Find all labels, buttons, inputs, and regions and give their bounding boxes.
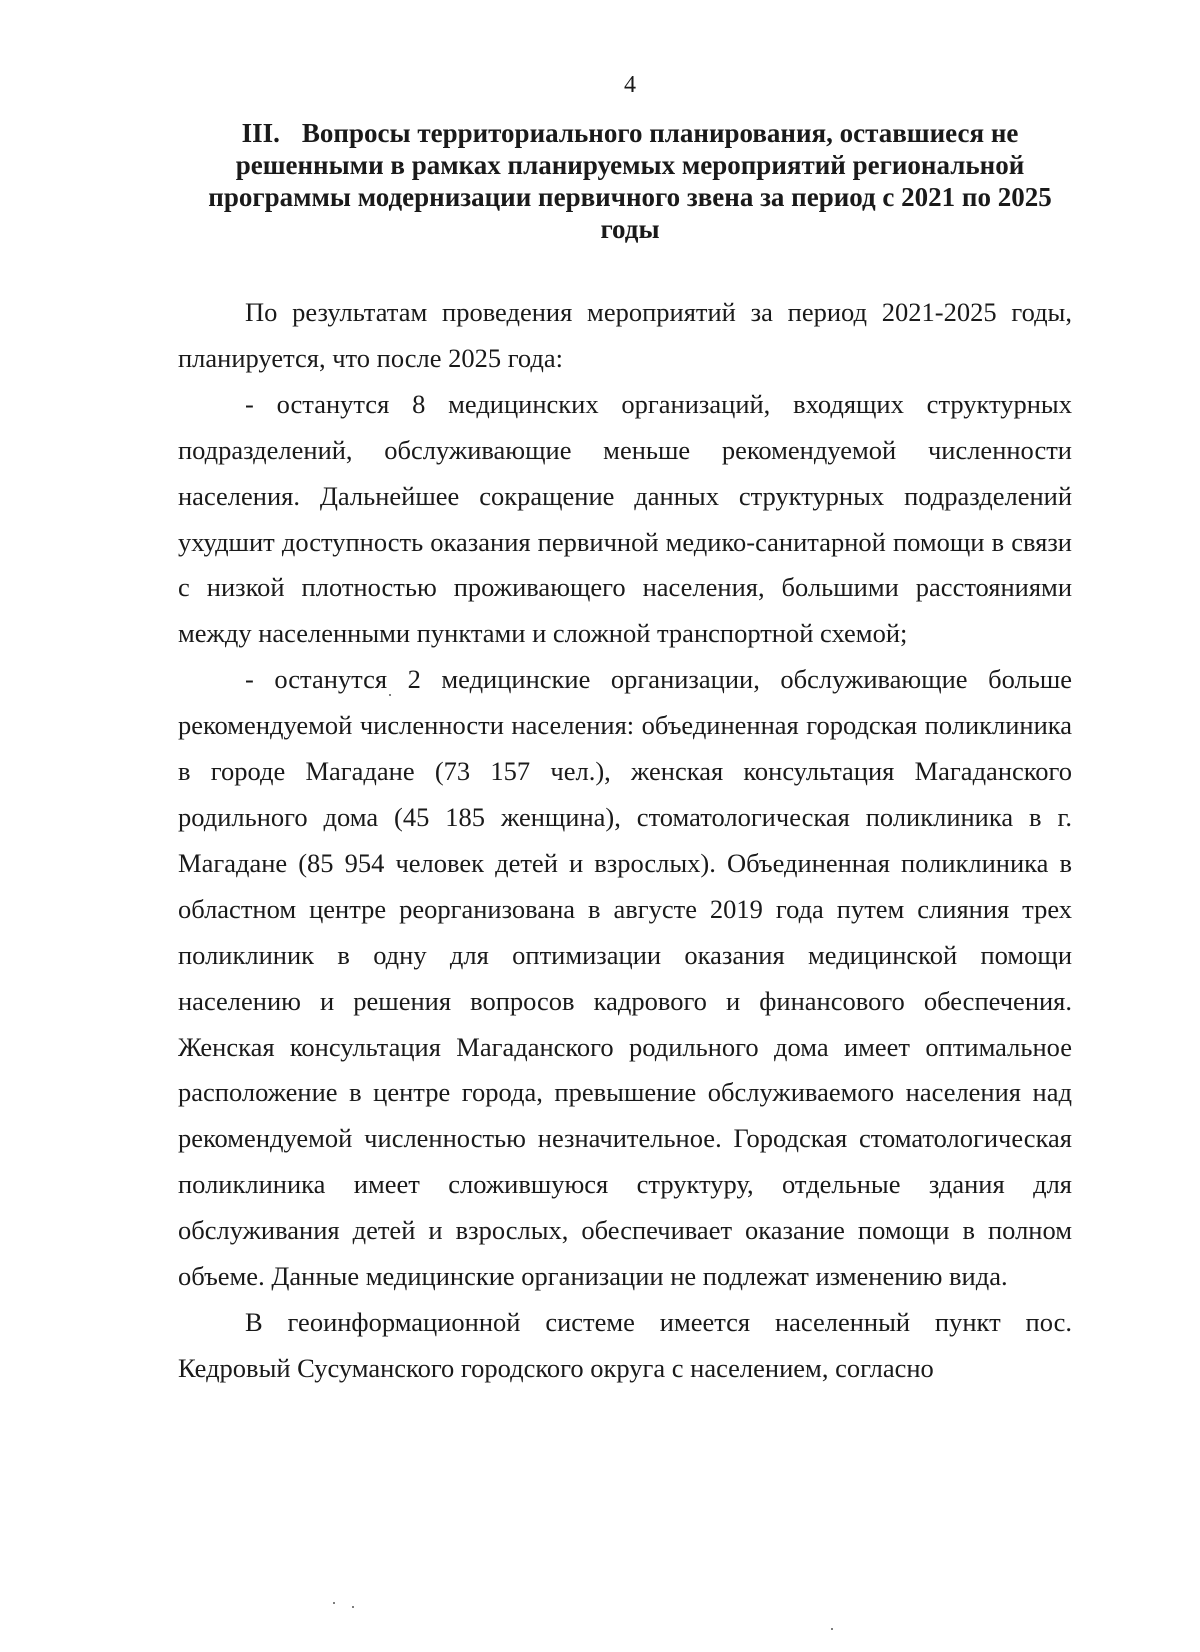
scan-speck bbox=[352, 1606, 354, 1608]
document-body bbox=[178, 290, 1072, 1392]
paragraph-item-1: - останутся 8 медицинских организаций, входящих структурных подразделений, обслуживающие меньше рекомендуемой численности населения. Дальнейшее сокращение данных структурных подразделений ухудшит доступность оказания первичной медико-санитарной помощи в связи с низкой плотностью проживающего населения, большими расстояниями между населенными пунктами и сложной транспортной схемой; bbox=[178, 388, 1072, 649]
section-number: III. bbox=[241, 118, 280, 148]
section-heading bbox=[185, 117, 1075, 245]
paragraph-item-2: - останутся 2 медицинские организации, обслуживающие больше рекомендуемой численности населения: объединенная городская поликлиника в городе Магадане (73 157 чел.), женская консультация Магаданского родильного дома (45 185 женщина), стоматологическая поликлиника в г. Магадане (85 954 человек детей и взрослых). Объединенная поликлиника в областном центре реорганизована в августе 2019 года путем слияния трех поликлиник в одну для оптимизации оказания медицинской помощи населению и решения вопросов кадрового и финансового обеспечения. Женская консультация Магаданского родильного дома имеет оптимальное расположение в центре города, превышение обслуживаемого населения над рекомендуемой численностью незначительное. Городская стоматологическая поликлиника имеет сложившуюся структуру, отдельные здания для обслуживания детей и взрослых, обеспечивает оказание помощи в полном объеме. Данные медицинские организации не подлежат изменению вида. bbox=[178, 664, 1072, 1292]
paragraph-geo: В геоинформационной системе имеется населенный пункт пос. Кедровый Сусуманского городского округа с населением, согласно bbox=[178, 1306, 1072, 1383]
scan-speck bbox=[831, 1628, 833, 1630]
scan-speck bbox=[333, 1602, 335, 1604]
scan-speck bbox=[389, 694, 391, 696]
page-number: 4 bbox=[624, 72, 636, 98]
section-title: Вопросы территориального планирования, оставшиеся не решенными в рамках планируемых мероприятий региональной программы модернизации первичного звена за период с 2021 по 2025 годы bbox=[208, 118, 1052, 244]
paragraph-intro: По результатам проведения мероприятий за период 2021-2025 годы, планируется, что после 2025 года: bbox=[178, 297, 1072, 373]
